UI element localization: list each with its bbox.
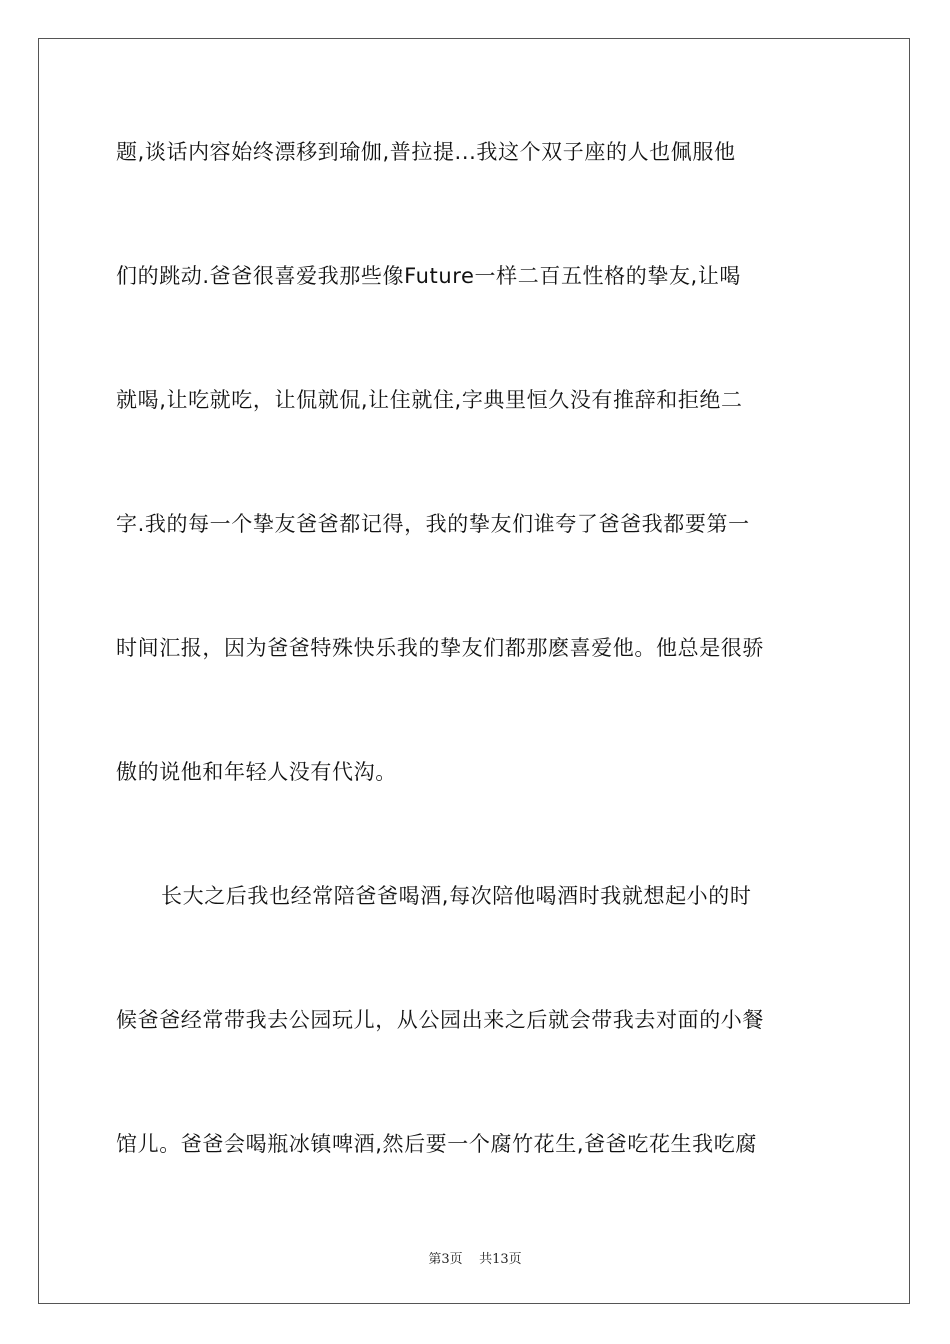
paragraph-line: 傲的说他和年轻人没有代沟。 [116,760,397,784]
paragraph-line: 时间汇报，因为爸爸特殊快乐我的挚友们都那麽喜爱他。他总是很骄 [116,636,764,660]
page-border [38,38,910,1304]
paragraph-line: 们的跳动.爸爸很喜爱我那些像Future一样二百五性格的挚友,让喝 [116,264,742,288]
paragraph-line: 题,谈话内容始终漂移到瑜伽,普拉提...我这个双子座的人也佩服他 [116,140,736,164]
paragraph-line: 馆儿。爸爸会喝瓶冰镇啤酒,然后要一个腐竹花生,爸爸吃花生我吃腐 [116,1132,757,1156]
paragraph-line: 长大之后我也经常陪爸爸喝酒,每次陪他喝酒时我就想起小的时 [161,884,752,908]
paragraph-line: 字.我的每一个挚友爸爸都记得，我的挚友们谁夸了爸爸我都要第一 [116,512,750,536]
paragraph-line: 候爸爸经常带我去公园玩儿，从公园出来之后就会带我去对面的小餐 [116,1008,764,1032]
page-number-footer: 第3页 共13页 [428,1252,522,1267]
paragraph-line: 就喝,让吃就吃，让侃就侃,让住就住,字典里恒久没有推辞和拒绝二 [116,388,743,412]
